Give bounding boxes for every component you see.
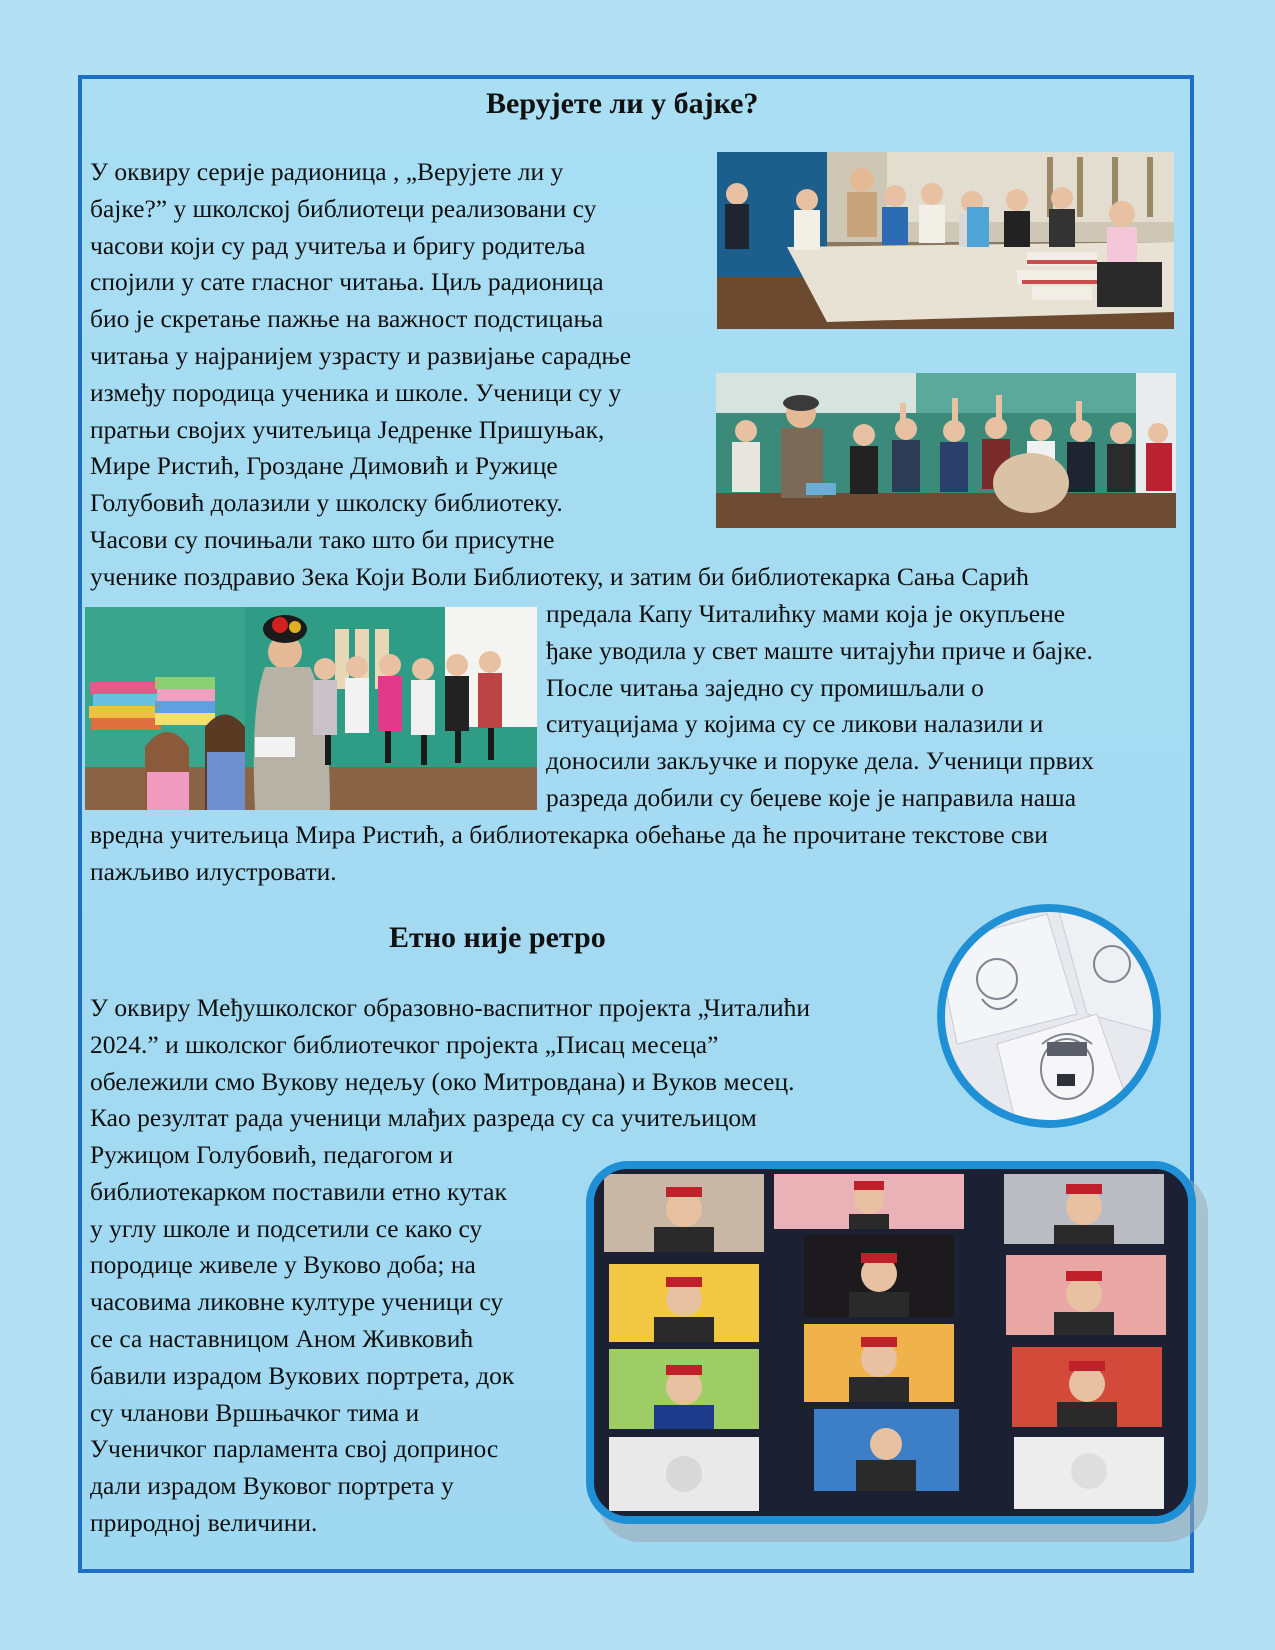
text-line: читања у најранијем узрасту и развијање сарадње: [90, 340, 632, 370]
text-line: бавили израдом Вукових портрета, док: [90, 1360, 515, 1390]
text-line: Ученичког парламента свој допринос: [90, 1434, 499, 1464]
text-line: породице живеле у Вуково доба; на: [90, 1250, 476, 1280]
text-line: Мире Ристић, Гроздане Димовић и Ружице: [90, 451, 558, 481]
text-line: Ружицом Голубовић, педагогом и: [90, 1140, 453, 1169]
text-line: часовима ликовне културе ученици су: [90, 1287, 504, 1317]
text-line: предала Капу Читалићку мами која је окупљене: [546, 599, 1066, 628]
text-line: У оквиру серије радионица , „Верујете ли у: [90, 157, 564, 186]
text-line: Голубовић долазили у школску библиотеку.: [90, 488, 563, 518]
photo-library-table: [717, 152, 1174, 329]
text-line: у углу школе и подсетили се како су: [90, 1213, 483, 1243]
article-title-ethno: Етно није ретро: [389, 921, 606, 954]
text-line: дали израдом Вуковог портрета у: [90, 1471, 454, 1501]
text-line: У оквиру Међушколског образовно-васпитног пројекта „Читалићи: [90, 993, 811, 1022]
text-line: пратњи својих учитељица Једренке Пришуњак,: [90, 414, 605, 444]
text-line: После читања заједно су промишљали о: [546, 672, 984, 702]
text-line: ђаке уводила у свет маште читајући приче и бајке.: [546, 635, 1093, 665]
text-line: обележили смо Вукову недељу (око Митровдана) и Вуков месец.: [90, 1066, 795, 1096]
text-line: вредна учитељица Мира Ристић, а библиотекарка обећање да ће прочитане текстове сви: [90, 820, 1048, 849]
text-line: ситуацијама у којима су се ликови налазили и: [546, 709, 1044, 739]
article-2-text-top: [90, 990, 810, 1137]
article-title-fairy-tales: Верујете ли у бајке?: [486, 87, 759, 120]
text-line: између породица ученика и школе. Ученици су у: [90, 377, 622, 407]
text-line: ученике поздравио Зека Који Воли Библиотеку, и затим би библиотекарка Сања Сарић: [90, 561, 1029, 591]
text-line: пажљиво илустровати.: [90, 856, 337, 886]
article-1-text-right: [546, 596, 1094, 817]
text-line: доносили закључке и поруке дела. Ученици првих: [546, 746, 1094, 776]
photo-mother-reading: [85, 607, 537, 810]
article-1-text-bottom: [90, 817, 1048, 891]
photo-vuk-portraits-board: [586, 1161, 1196, 1524]
text-line: бајке?” у школској библиотеци реализовани су: [90, 193, 597, 223]
text-line: разреда добили су беџеве које је направила наша: [546, 782, 1077, 812]
article-2-text-left: [90, 1137, 514, 1542]
text-line: Часови су почињали тако што би присутне: [90, 524, 555, 554]
photo-circle-pencil-portraits: [937, 904, 1161, 1128]
text-line: Као резултат рада ученици млађих разреда су са учитељицом: [90, 1103, 757, 1133]
text-line: спојили у сате гласног читања. Циљ радионица: [90, 267, 604, 297]
text-line: се са наставницом Аном Живковић: [90, 1323, 474, 1353]
text-line: часови који су рад учитеља и бригу родитеља: [90, 230, 586, 260]
text-line: 2024.” и школског библиотечког пројекта „Писац месеца”: [90, 1029, 719, 1059]
text-line: су чланови Вршњачког тима и: [90, 1397, 420, 1427]
text-line: библиотекарком поставили етно кутак: [90, 1176, 507, 1206]
text-line: био је скретање пажње на важност подстицања: [90, 304, 604, 334]
text-line: природној величини.: [90, 1507, 318, 1537]
photo-children-raising-hands: [716, 373, 1176, 528]
